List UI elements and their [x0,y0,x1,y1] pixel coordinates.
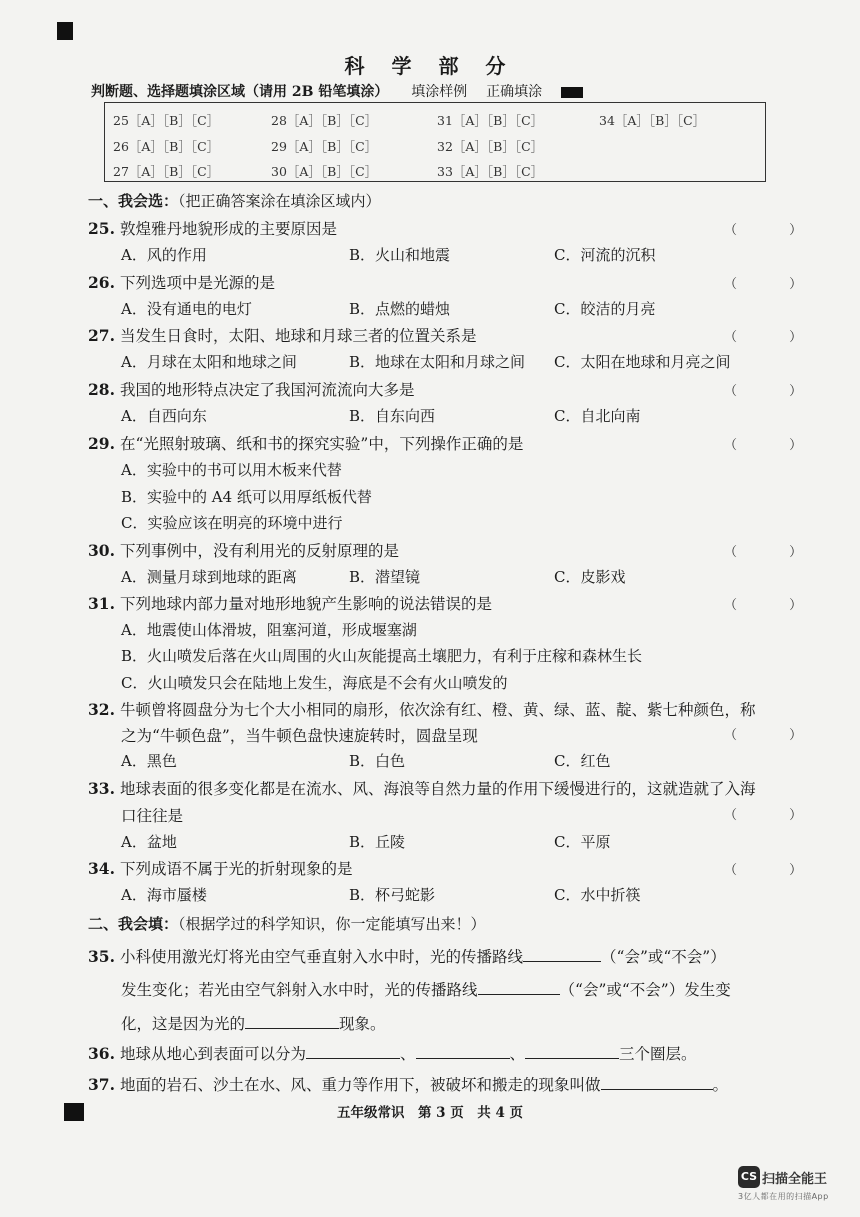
q26-option-c: C．皎洁的月亮 [554,300,656,318]
q33-option-c: C．平原 [554,833,611,851]
question-text: 现象。 [339,1015,386,1033]
answer-blank[interactable] [416,1044,510,1059]
section-one-title: 一、我会选： [88,192,179,210]
q34-option-c: C．水中折筷 [554,886,641,904]
question-34 [88,857,353,879]
q34-option-a: A．海市蜃楼 [121,886,207,904]
question-text: 地球从地心到表面可以分为 [120,1045,307,1063]
question-31 [88,592,492,614]
question-33 [88,777,756,799]
question-28 [88,378,415,400]
answer-row-34[interactable]: 34［A］［B］［C］ [599,113,706,128]
question-number: 27. [88,326,115,345]
question-text: 小科使用激光灯将光由空气垂直射入水中时，光的传播路线 [120,948,524,966]
q32-option-b: B．白色 [349,752,406,770]
page-footer: 五年级常识 第 3 页 共 4 页 [336,1105,524,1121]
answer-paren-32: （ ） [724,728,827,743]
question-number: 34. [88,859,115,878]
q29-option-a: A．实验中的书可以用木板来代替 [121,461,342,479]
answer-row-32[interactable]: 32［A］［B］［C］ [437,139,544,154]
q34-option-b: B．杯弓蛇影 [349,886,436,904]
question-number: 26. [88,273,115,292]
answer-paren-33: （ ） [724,808,827,823]
q30-option-c: C．皮影戏 [554,568,626,586]
question-text: 发生变化；若光由空气斜射入水中时，光的传播路线 [121,981,478,999]
question-25 [88,217,337,239]
section-one-note: （把正确答案涂在填涂区域内） [178,192,381,210]
answer-blank[interactable] [523,947,601,962]
answer-paren-29: （ ） [724,438,827,453]
answer-blank[interactable] [245,1014,339,1029]
question-number: 25. [88,219,115,238]
question-text: 下列地球内部力量对地形地貌产生影响的说法错误的是 [120,595,493,613]
question-32-line2: 之为“牛顿色盘”，当牛顿色盘快速旋转时，圆盘呈现 [121,727,478,745]
q27-option-b: B．地球在太阳和月球之间 [349,353,526,371]
separator: 、 [509,1045,526,1063]
question-30 [88,539,399,561]
question-number: 32. [88,700,115,719]
answer-paren-30: （ ） [724,545,827,560]
question-29 [88,432,523,454]
answer-row-25[interactable]: 25［A］［B］［C］ [113,113,220,128]
q33-option-b: B．丘陵 [349,833,406,851]
question-text: 我国的地形特点决定了我国河流流向大多是 [120,381,415,399]
answer-paren-26: （ ） [724,277,827,292]
q25-option-a: A．风的作用 [121,246,207,264]
watermark-name: 扫描全能王 [762,1171,828,1187]
question-33-line2: 口往往是 [121,807,184,825]
answer-sheet-box [104,102,766,182]
question-text: 三个圈层。 [619,1045,697,1063]
answer-row-30[interactable]: 30［A］［B］［C］ [271,164,378,179]
q30-option-a: A．测量月球到地球的距离 [121,568,297,586]
answer-row-31[interactable]: 31［A］［B］［C］ [437,113,544,128]
answer-blank[interactable] [525,1044,619,1059]
answer-paren-28: （ ） [724,384,827,399]
section-two-title: 二、我会填： [88,915,179,933]
watermark-subtitle: 3亿人都在用的扫描App [738,1192,829,1201]
question-36 [88,1042,697,1064]
question-number: 31. [88,594,115,613]
answer-blank[interactable] [478,980,560,995]
question-text: 下列成语不属于光的折射现象的是 [120,860,353,878]
question-35 [88,945,726,967]
question-text: 。 [712,1076,729,1094]
q28-option-b: B．自东向西 [349,407,436,425]
q32-option-a: A．黑色 [121,752,177,770]
q25-option-b: B．火山和地震 [349,246,451,264]
scanner-watermark [738,1166,850,1202]
question-number: 33. [88,779,115,798]
q31-option-b: B．火山喷发后落在火山周围的火山灰能提高土壤肥力，有利于庄稼和森林生长 [121,647,643,665]
q30-option-b: B．潜望镜 [349,568,421,586]
answer-blank[interactable] [601,1075,713,1090]
answer-row-33[interactable]: 33［A］［B］［C］ [437,164,544,179]
answer-row-28[interactable]: 28［A］［B］［C］ [271,113,378,128]
question-text: 牛顿曾将圆盘分为七个大小相同的扇形，依次涂有红、橙、黄、绿、蓝、靛、紫七种颜色，称 [120,701,756,719]
corner-marker-top-left [57,22,73,40]
q28-option-c: C．自北向南 [554,407,641,425]
q32-option-c: C．红色 [554,752,611,770]
q29-option-b: B．实验中的 A4 纸可以用厚纸板代替 [121,488,372,506]
answer-paren-27: （ ） [724,330,827,345]
question-number: 37. [88,1075,115,1094]
question-text: 敦煌雅丹地貌形成的主要原因是 [120,220,338,238]
question-37 [88,1073,728,1095]
answer-paren-25: （ ） [724,223,827,238]
question-number: 35. [88,947,115,966]
question-32 [88,698,756,720]
question-text: （“会”或“不会”）发生变 [559,981,731,999]
fill-area-label: 判断题、选择题填涂区域（请用 2B 铅笔填涂） [91,84,389,100]
q33-option-a: A．盆地 [121,833,177,851]
question-text: 地球表面的很多变化都是在流水、风、海浪等自然力量的作用下缓慢进行的，这就造就了入海 [120,780,756,798]
question-text: 在“光照射玻璃、纸和书的探究实验”中，下列操作正确的是 [120,435,524,453]
question-35-line2 [121,978,731,1000]
q27-option-a: A．月球在太阳和地球之间 [121,353,297,371]
answer-row-26[interactable]: 26［A］［B］［C］ [113,139,220,154]
q28-option-a: A．自西向东 [121,407,207,425]
page-title: 科 学 部 分 [344,54,516,78]
fill-sample-label: 填涂样例 [411,84,468,100]
q27-option-c: C．太阳在地球和月亮之间 [554,353,731,371]
answer-blank[interactable] [306,1044,400,1059]
question-text: 地面的岩石、沙土在水、风、重力等作用下，被破坏和搬走的现象叫做 [120,1076,601,1094]
question-number: 28. [88,380,115,399]
answer-row-27[interactable]: 27［A］［B］［C］ [113,164,220,179]
answer-row-29[interactable]: 29［A］［B］［C］ [271,139,378,154]
q31-option-c: C．火山喷发只会在陆地上发生，海底是不会有火山喷发的 [121,674,508,692]
q26-option-b: B．点燃的蜡烛 [349,300,451,318]
question-number: 29. [88,434,115,453]
fill-correct-label: 正确填涂 [486,84,543,100]
q29-option-c: C．实验应该在明亮的环境中进行 [121,514,343,532]
question-text: （“会”或“不会”） [601,948,726,966]
q25-option-c: C．河流的沉积 [554,246,656,264]
section-two-heading [88,913,486,934]
q31-option-a: A．地震使山体滑坡，阻塞河道，形成堰塞湖 [121,621,417,639]
fill-area-header [91,81,583,101]
question-text: 化，这是因为光的 [121,1015,246,1033]
answer-paren-31: （ ） [724,598,827,613]
question-35-line3 [121,1012,386,1034]
question-27 [88,324,477,346]
q26-option-a: A．没有通电的电灯 [121,300,252,318]
camscanner-logo-icon: CS [738,1166,760,1188]
section-one-heading [88,190,381,211]
section-two-note: （根据学过的科学知识，你一定能填写出来！） [178,915,486,933]
question-text: 下列选项中是光源的是 [120,274,276,292]
question-number: 30. [88,541,115,560]
question-text: 当发生日食时，太阳、地球和月球三者的位置关系是 [120,327,477,345]
separator: 、 [400,1045,416,1063]
question-text: 下列事例中，没有利用光的反射原理的是 [120,542,400,560]
question-26 [88,271,275,293]
answer-paren-34: （ ） [724,863,827,878]
question-number: 36. [88,1044,115,1063]
fill-sample-swatch [561,87,583,98]
